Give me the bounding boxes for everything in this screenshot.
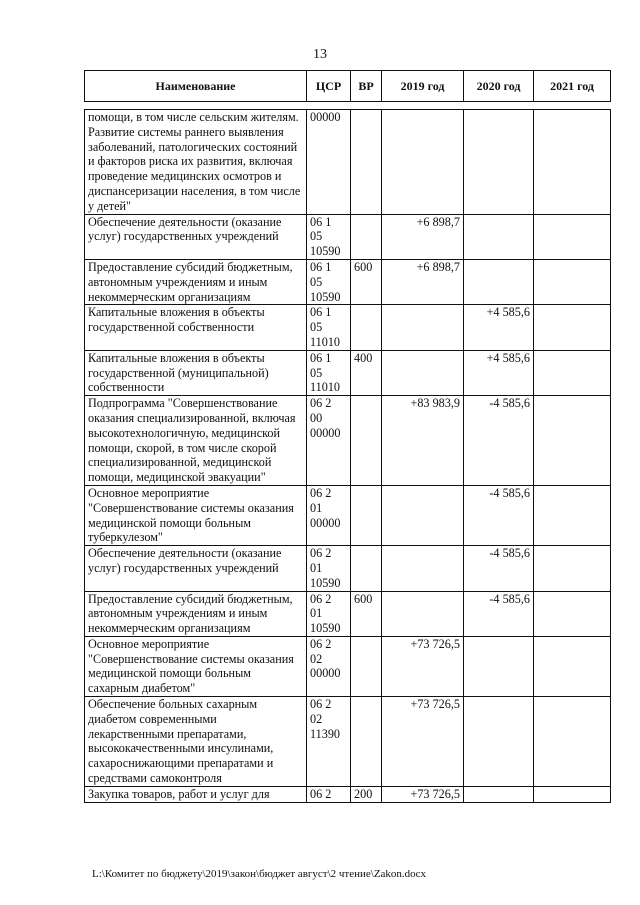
row-2019 (382, 110, 464, 215)
table-row (85, 786, 611, 802)
row-name: Обеспечение деятельности (оказание услуг) государственных учреждений (85, 214, 307, 259)
table-header-row (85, 71, 611, 102)
row-2021 (534, 214, 611, 259)
row-vr (351, 546, 382, 591)
row-name: Обеспечение деятельности (оказание услуг) государственных учреждений (85, 546, 307, 591)
table-row (85, 350, 611, 395)
table-row (85, 305, 611, 350)
row-2020 (464, 214, 534, 259)
row-csr: 06 1 05 10590 (307, 259, 351, 304)
budget-table (84, 70, 611, 803)
row-2021 (534, 546, 611, 591)
table-row (85, 259, 611, 304)
row-csr: 00000 (307, 110, 351, 215)
row-2019: +73 726,5 (382, 697, 464, 787)
row-vr (351, 636, 382, 696)
row-csr: 06 1 05 10590 (307, 214, 351, 259)
header-2019: 2019 год (382, 71, 464, 102)
row-vr (351, 485, 382, 545)
row-2019: +73 726,5 (382, 636, 464, 696)
row-2020: -4 585,6 (464, 591, 534, 636)
row-csr: 06 2 (307, 786, 351, 802)
row-2021 (534, 259, 611, 304)
row-2019: +6 898,7 (382, 214, 464, 259)
row-name: Основное мероприятие "Совершенствование системы оказания медицинской помощи больным туберкулезом" (85, 485, 307, 545)
row-name: Обеспечение больных сахарным диабетом современными лекарственными препаратами, высококачественными инсулинами, сахароснижающими препаратами и средствами самоконтроля (85, 697, 307, 787)
header-csr: ЦСР (307, 71, 351, 102)
table-row (85, 591, 611, 636)
row-vr (351, 110, 382, 215)
row-2019 (382, 485, 464, 545)
row-csr: 06 2 02 00000 (307, 636, 351, 696)
row-name: Предоставление субсидий бюджетным, автономным учреждениям и иным некоммерческим организациям (85, 591, 307, 636)
table-row (85, 697, 611, 787)
row-csr: 06 2 02 11390 (307, 697, 351, 787)
row-2019: +83 983,9 (382, 396, 464, 486)
row-vr: 400 (351, 350, 382, 395)
row-vr (351, 214, 382, 259)
row-2021 (534, 591, 611, 636)
row-name: Закупка товаров, работ и услуг для (85, 786, 307, 802)
row-vr: 600 (351, 591, 382, 636)
row-csr: 06 1 05 11010 (307, 305, 351, 350)
row-vr (351, 305, 382, 350)
row-name: Основное мероприятие "Совершенствование системы оказания медицинской помощи больным сахарным диабетом" (85, 636, 307, 696)
table-row (85, 636, 611, 696)
row-name: Подпрограмма "Совершенствование оказания специализированной, включая высокотехнологичную, медицинской помощи, скорой, в том числе скорой специализированной, медицинской помощи, медицинской эвакуации" (85, 396, 307, 486)
row-2020: -4 585,6 (464, 396, 534, 486)
header-spacer (85, 102, 611, 110)
row-2020: +4 585,6 (464, 305, 534, 350)
row-vr (351, 396, 382, 486)
row-2021 (534, 636, 611, 696)
row-2020: -4 585,6 (464, 485, 534, 545)
row-2021 (534, 396, 611, 486)
row-csr: 06 2 01 10590 (307, 591, 351, 636)
footer-file-path: L:\Комитет по бюджету\2019\закон\бюджет август\2 чтение\Zakon.docx (92, 868, 427, 880)
row-2019 (382, 591, 464, 636)
row-name: Капитальные вложения в объекты государственной (муниципальной) собственности (85, 350, 307, 395)
row-2019 (382, 546, 464, 591)
row-2019 (382, 305, 464, 350)
row-vr: 200 (351, 786, 382, 802)
table-row (85, 214, 611, 259)
row-2020 (464, 110, 534, 215)
row-2021 (534, 350, 611, 395)
row-2019 (382, 350, 464, 395)
row-2021 (534, 697, 611, 787)
table-row (85, 396, 611, 486)
row-2021 (534, 485, 611, 545)
row-2021 (534, 110, 611, 215)
row-name: помощи, в том числе сельским жителям. Развитие системы раннего выявления заболеваний, патологических состояний и факторов риска их развития, включая проведение медицинских осмотров и диспансеризации населения, в том числе у детей" (85, 110, 307, 215)
table-row (85, 110, 611, 215)
row-2020 (464, 259, 534, 304)
row-2021 (534, 305, 611, 350)
row-2019: +6 898,7 (382, 259, 464, 304)
table-row (85, 485, 611, 545)
row-2020 (464, 636, 534, 696)
header-2020: 2020 год (464, 71, 534, 102)
row-2020: -4 585,6 (464, 546, 534, 591)
table-row (85, 546, 611, 591)
row-csr: 06 2 00 00000 (307, 396, 351, 486)
row-vr: 600 (351, 259, 382, 304)
row-name: Капитальные вложения в объекты государственной собственности (85, 305, 307, 350)
row-2020 (464, 786, 534, 802)
row-2019: +73 726,5 (382, 786, 464, 802)
header-vr: ВР (351, 71, 382, 102)
header-name: Наименование (85, 71, 307, 102)
row-csr: 06 1 05 11010 (307, 350, 351, 395)
header-2021: 2021 год (534, 71, 611, 102)
row-name: Предоставление субсидий бюджетным, автономным учреждениям и иным некоммерческим организациям (85, 259, 307, 304)
row-2020 (464, 697, 534, 787)
row-vr (351, 697, 382, 787)
row-2020: +4 585,6 (464, 350, 534, 395)
page-number: 13 (313, 47, 327, 62)
row-csr: 06 2 01 00000 (307, 485, 351, 545)
row-csr: 06 2 01 10590 (307, 546, 351, 591)
row-2021 (534, 786, 611, 802)
